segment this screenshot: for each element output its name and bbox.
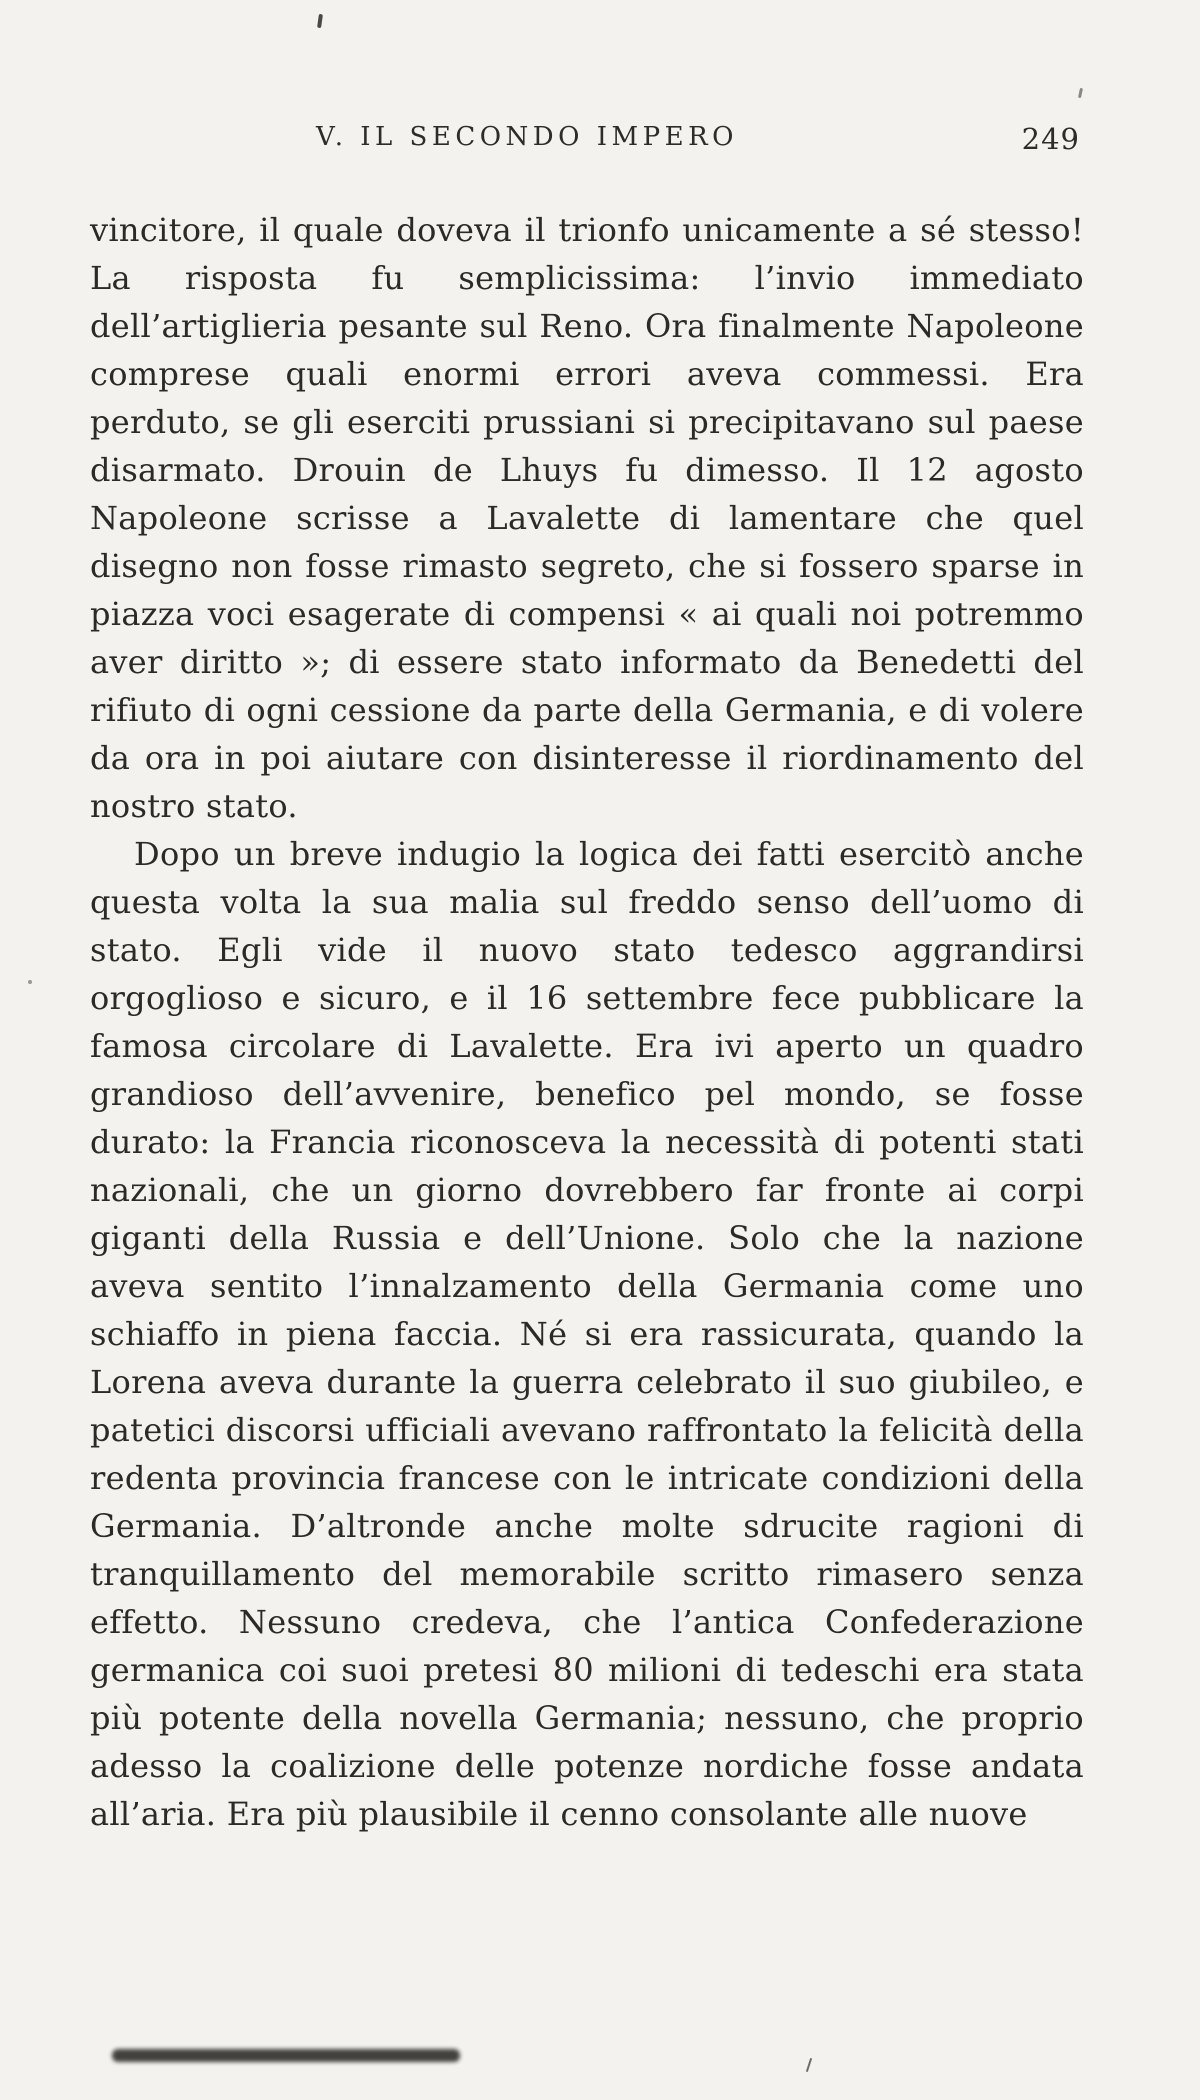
page-header xyxy=(90,122,1084,164)
scan-artifact-dot xyxy=(28,980,32,984)
page-number: 249 xyxy=(1021,122,1080,156)
scan-artifact-smudge xyxy=(112,2049,460,2062)
paragraph: Dopo un breve indugio la logica dei fatti esercitò anche questa volta la sua malia sul freddo senso dell’uomo di stato. Egli vide il nuovo stato tedesco aggrandirsi orgoglioso e sicuro, e il 16 settembre fece pubblicare la famosa circolare di Lavalette. Era ivi aperto un quadro grandioso dell’avvenire, benefico pel mondo, se fosse durato: la Francia riconosceva la necessità di potenti stati nazionali, che un giorno dovrebbero far fronte ai corpi giganti della Russia e dell’Unione. Solo che la nazione aveva sentito l’innalzamento della Germania come uno schiaffo in piena faccia. Né si era rassicurata, quando la Lorena aveva durante la guerra celebrato il suo giubileo, e patetici discorsi ufficiali avevano raffrontato la felicità della redenta provincia francese con le intricate condizioni della Germania. D’altronde anche molte sdrucite ragioni di tranquillamento del memorabile scritto rimasero senza effetto. Nessuno credeva, che l’antica Confederazione germanica coi suoi pretesi 80 milioni di tedeschi era stata più potente della novella Germania; nessuno, che proprio adesso la coalizione delle potenze nordiche fosse andata all’aria. Era più plausibile il cenno consolante alle nuove xyxy=(90,835,1084,1833)
page-body xyxy=(90,206,1084,1838)
scan-artifact-tick xyxy=(1078,88,1083,98)
scan-artifact-top-mark xyxy=(317,14,323,28)
paragraph: vincitore, il quale doveva il trionfo unicamente a sé stesso! La risposta fu semplicissima: l’invio immediato dell’artiglieria pesante sul Reno. Ora finalmente Napoleone comprese quali enormi errori aveva commessi. Era perduto, se gli eserciti prussiani si precipitavano sul paese disarmato. Drouin de Lhuys fu dimesso. Il 12 agosto Napoleone scrisse a Lavalette di lamentare che quel disegno non fosse rimasto segreto, che si fossero sparse in piazza voci esagerate di compensi « ai quali noi potremmo aver diritto »; di essere stato informato da Benedetti del rifiuto di ogni cessione da parte della Germania, e di volere da ora in poi aiutare con disinteresse il riordinamento del nostro stato. xyxy=(90,211,1084,825)
running-title: V. IL SECONDO IMPERO xyxy=(316,122,738,152)
scan-artifact-slash xyxy=(806,2058,812,2072)
